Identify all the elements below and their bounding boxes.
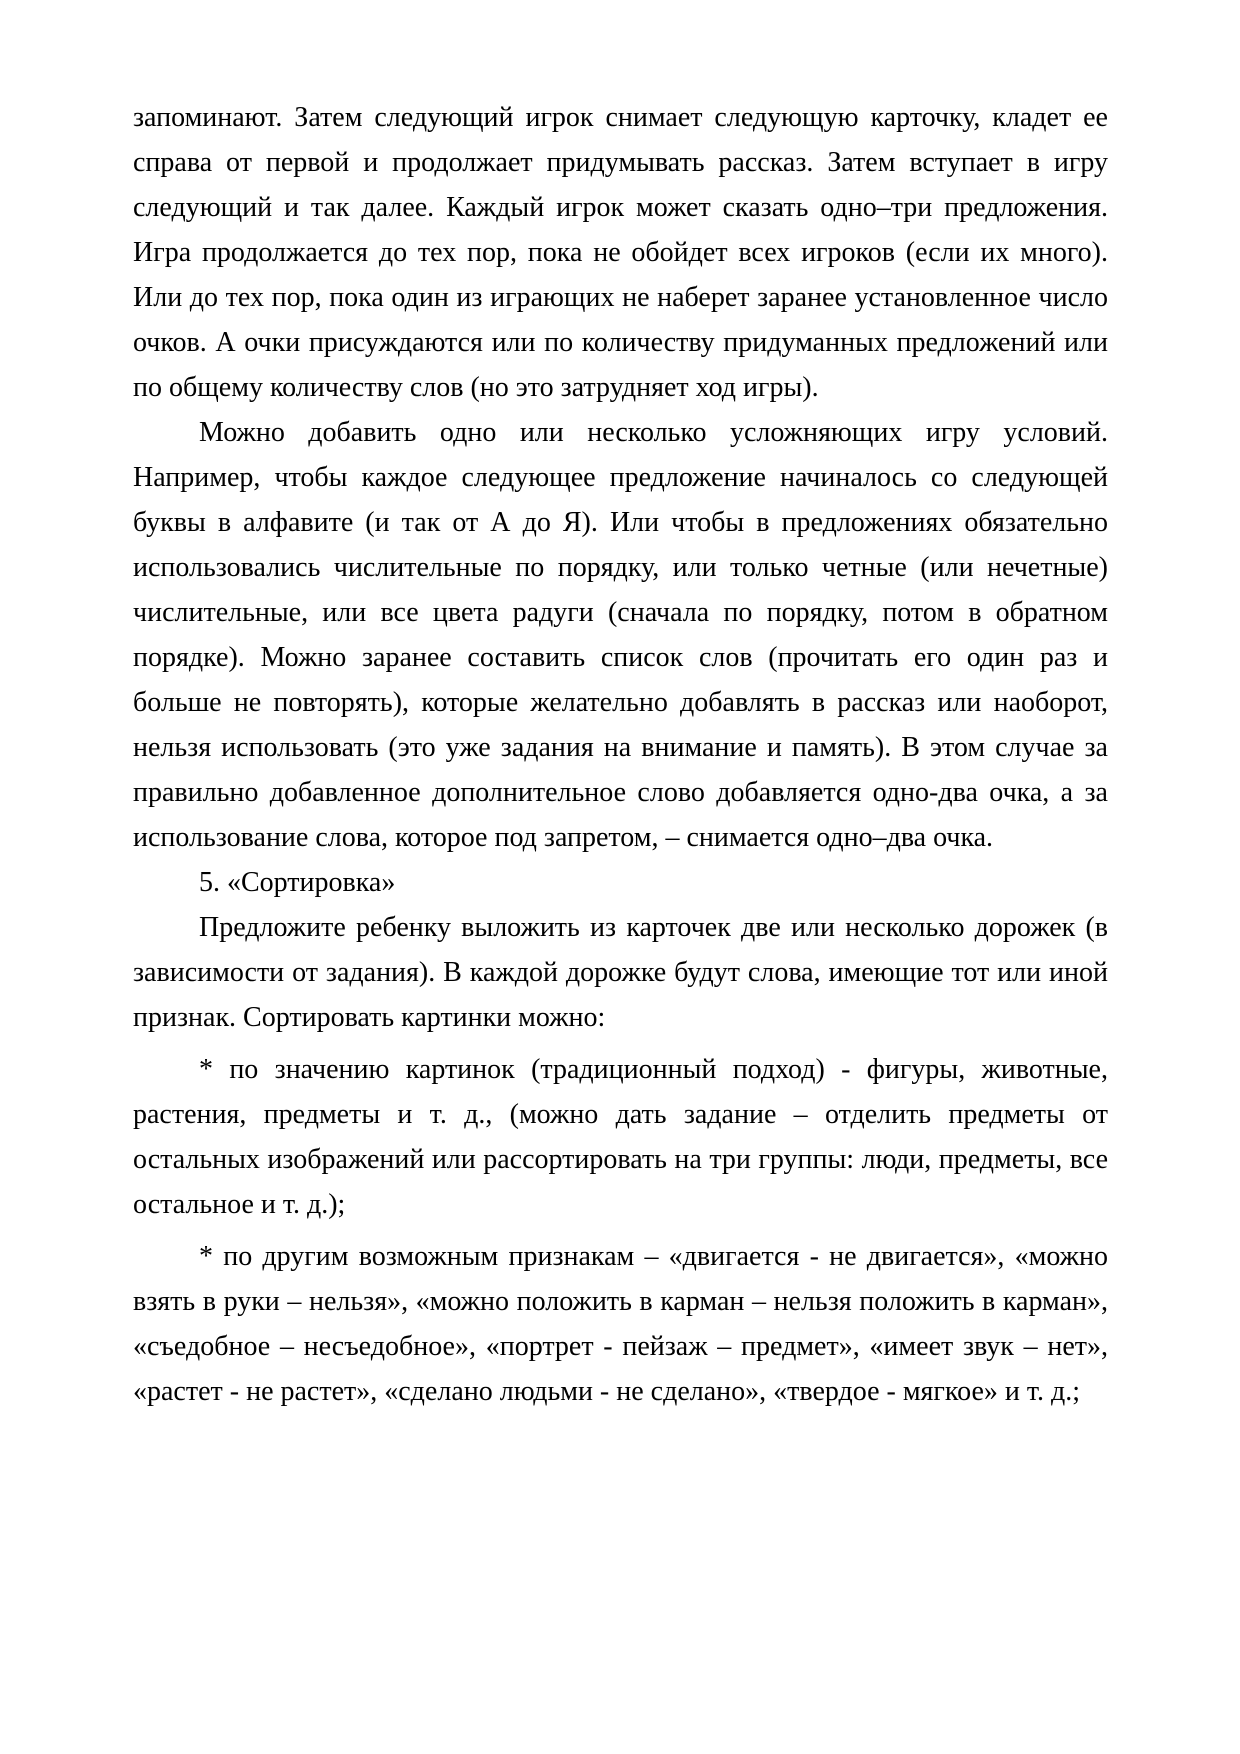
- paragraph: Можно добавить одно или несколько усложняющих игру условий. Например, чтобы каждое следующее предложение начиналось со следующей буквы в алфавите (и так от А до Я). Или чтобы в предложениях обязательно использовались числительные по порядку, или только четные (или нечетные) числительные, или все цвета радуги (сначала по порядку, потом в обратном порядке). Можно заранее составить список слов (прочитать его один раз и больше не повторять), которые желательно добавлять в рассказ или наоборот, нельзя использовать (это уже задания на внимание и память). В этом случае за правильно добавленное дополнительное слово добавляется одно-два очка, а за использование слова, которое под запретом, – снимается одно–два очка.: [133, 417, 1108, 853]
- list-item-paragraph: * по другим возможным признакам – «двигается - не двигается», «можно взять в руки – нельзя», «можно положить в карман – нельзя положить в карман», «съедобное – несъедобное», «портрет - пейзаж – предмет», «имеет звук – нет», «растет - не растет», «сделано людьми - не сделано», «твердое - мягкое» и т. д.;: [133, 1241, 1108, 1407]
- list-item-paragraph: * по значению картинок (традиционный подход) - фигуры, животные, растения, предметы и т. д., (можно дать задание – отделить предметы от остальных изображений или рассортировать на три группы: люди, предметы, все остальное и т. д.);: [133, 1054, 1108, 1220]
- paragraph: запоминают. Затем следующий игрок снимает следующую карточку, кладет ее справа от первой и продолжает придумывать рассказ. Затем вступает в игру следующий и так далее. Каждый игрок может сказать одно–три предложения. Игра продолжается до тех пор, пока не обойдет всех игроков (если их много). Или до тех пор, пока один из играющих не наберет заранее установленное число очков. А очки присуждаются или по количеству придуманных предложений или по общему количеству слов (но это затрудняет ход игры).: [133, 102, 1108, 403]
- section-heading: 5. «Сортировка»: [199, 867, 396, 898]
- paragraph: Предложите ребенку выложить из карточек две или несколько дорожек (в зависимости от задания). В каждой дорожке будут слова, имеющие тот или иной признак. Сортировать картинки можно:: [133, 912, 1108, 1033]
- document-text-block: [133, 95, 1108, 1414]
